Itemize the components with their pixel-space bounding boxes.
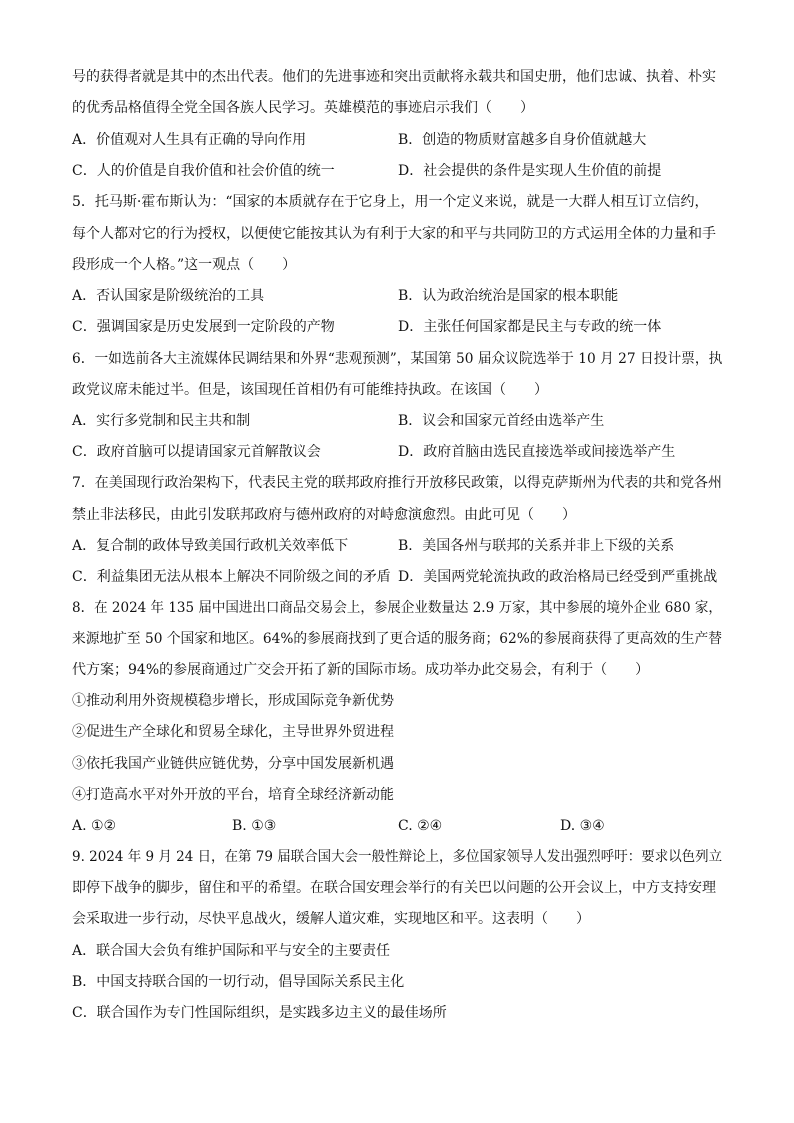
q4-option-c[interactable]: C．人的价值是自我价值和社会价值的统一 [72, 163, 335, 179]
q4-option-a[interactable]: A．价值观对人生具有正确的导向作用 [72, 132, 307, 148]
q5-stem-line-2: 每个人都对它的行为授权，以便使它能按其认为有利于大家的和平与共同防卫的方式运用全体的力量和手 [72, 226, 716, 242]
q8-item-2: ②促进生产全球化和贸易全球化，主导世界外贸进程 [72, 724, 394, 740]
q7-option-a[interactable]: A．复合制的政体导致美国行政机关效率低下 [72, 538, 349, 554]
q7-stem-line-2: 禁止非法移民，由此引发联邦政府与德州政府的对峙愈演愈烈。由此可见（ ） [72, 507, 576, 523]
q7-option-d[interactable]: D．美国两党轮流执政的政治格局已经受到严重挑战 [398, 569, 718, 585]
q6-option-c[interactable]: C．政府首脑可以提请国家元首解散议会 [72, 444, 321, 460]
q9-option-a[interactable]: A．联合国大会负有维护国际和平与安全的主要责任 [72, 943, 391, 959]
q9-option-b[interactable]: B．中国支持联合国的一切行动，倡导国际关系民主化 [72, 974, 405, 990]
q4-option-d[interactable]: D．社会提供的条件是实现人生价值的前提 [398, 163, 662, 179]
q6-stem-line-1: 6．一如选前各大主流媒体民调结果和外界“悲观预测”，某国第 50 届众议院选举于 10 月 27 日投计票，执 [72, 351, 723, 367]
q8-stem-line-2: 来源地扩至 50 个国家和地区。64%的参展商找到了更合适的服务商；62%的参展商获得了更高效的生产替 [72, 631, 722, 647]
q7-stem-line-1: 7．在美国现行政治架构下，代表民主党的联邦政府推行开放移民政策，以得克萨斯州为代表的共和党各州 [72, 475, 722, 491]
q7-option-b[interactable]: B．美国各州与联邦的关系并非上下级的关系 [398, 538, 675, 554]
q7-option-c[interactable]: C．利益集团无法从根本上解决不同阶级之间的矛盾 [72, 569, 391, 585]
q5-option-d[interactable]: D．主张任何国家都是民主与专政的统一体 [398, 319, 662, 335]
q8-item-3: ③依托我国产业链供应链优势，分享中国发展新机遇 [72, 756, 394, 772]
q5-stem-line-1: 5．托马斯·霍布斯认为：“国家的本质就存在于它身上，用一个定义来说，就是一大群人相互订立信约， [72, 194, 709, 210]
q5-option-a[interactable]: A．否认国家是阶级统治的工具 [72, 288, 265, 304]
q8-stem-line-1: 8．在 2024 年 135 届中国进出口商品交易会上，参展企业数量达 2.9 万家，其中参展的境外企业 680 家， [72, 600, 722, 616]
q8-option-a[interactable]: A. ①② [72, 818, 117, 834]
q5-option-c[interactable]: C．强调国家是历史发展到一定阶段的产物 [72, 319, 335, 335]
q8-option-b[interactable]: B. ①③ [232, 818, 277, 834]
q5-stem-line-3: 段形成一个人格。”这一观点（ ） [72, 257, 297, 273]
q4-option-b[interactable]: B．创造的物质财富越多自身价值就越大 [398, 132, 647, 148]
q6-option-d[interactable]: D．政府首脑由选民直接选举或间接选举产生 [398, 444, 676, 460]
q8-item-1: ①推动利用外资规模稳步增长，形成国际竞争新优势 [72, 693, 394, 709]
q6-stem-line-2: 政党议席未能过半。但是，该国现任首相仍有可能维持执政。在该国（ ） [72, 382, 548, 398]
q9-stem-line-1: 9. 2024 年 9 月 24 日，在第 79 届联合国大会一般性辩论上，多位国家领导人发出强烈呼吁：要求以色列立 [72, 849, 723, 865]
q8-item-4: ④打造高水平对外开放的平台，培育全球经济新动能 [72, 787, 394, 803]
q4-stem-line-2: 的优秀品格值得全党全国各族人民学习。英雄模范的事迹启示我们（ ） [72, 100, 534, 116]
q9-stem-line-3: 会采取进一步行动，尽快平息战火，缓解人道灾难，实现地区和平。这表明（ ） [72, 911, 590, 927]
q6-option-a[interactable]: A．实行多党制和民主共和制 [72, 413, 251, 429]
q6-option-b[interactable]: B．议会和国家元首经由选举产生 [398, 413, 605, 429]
q9-option-c[interactable]: C．联合国作为专门性国际组织，是实践多边主义的最佳场所 [72, 1005, 447, 1021]
q8-option-c[interactable]: C. ②④ [398, 818, 443, 834]
q5-option-b[interactable]: B．认为政治统治是国家的根本职能 [398, 288, 619, 304]
q8-stem-line-3: 代方案；94%的参展商通过广交会开拓了新的国际市场。成功举办此交易会，有利于（ ） [72, 662, 650, 678]
q4-stem-line-1: 号的获得者就是其中的杰出代表。他们的先进事迹和突出贡献将永载共和国史册，他们忠诚、执着、朴实 [72, 69, 716, 85]
q8-option-d[interactable]: D. ③④ [560, 818, 605, 834]
q9-stem-line-2: 即停下战争的脚步，留住和平的希望。在联合国安理会举行的有关巴以问题的公开会议上，中方支持安理 [72, 880, 716, 896]
